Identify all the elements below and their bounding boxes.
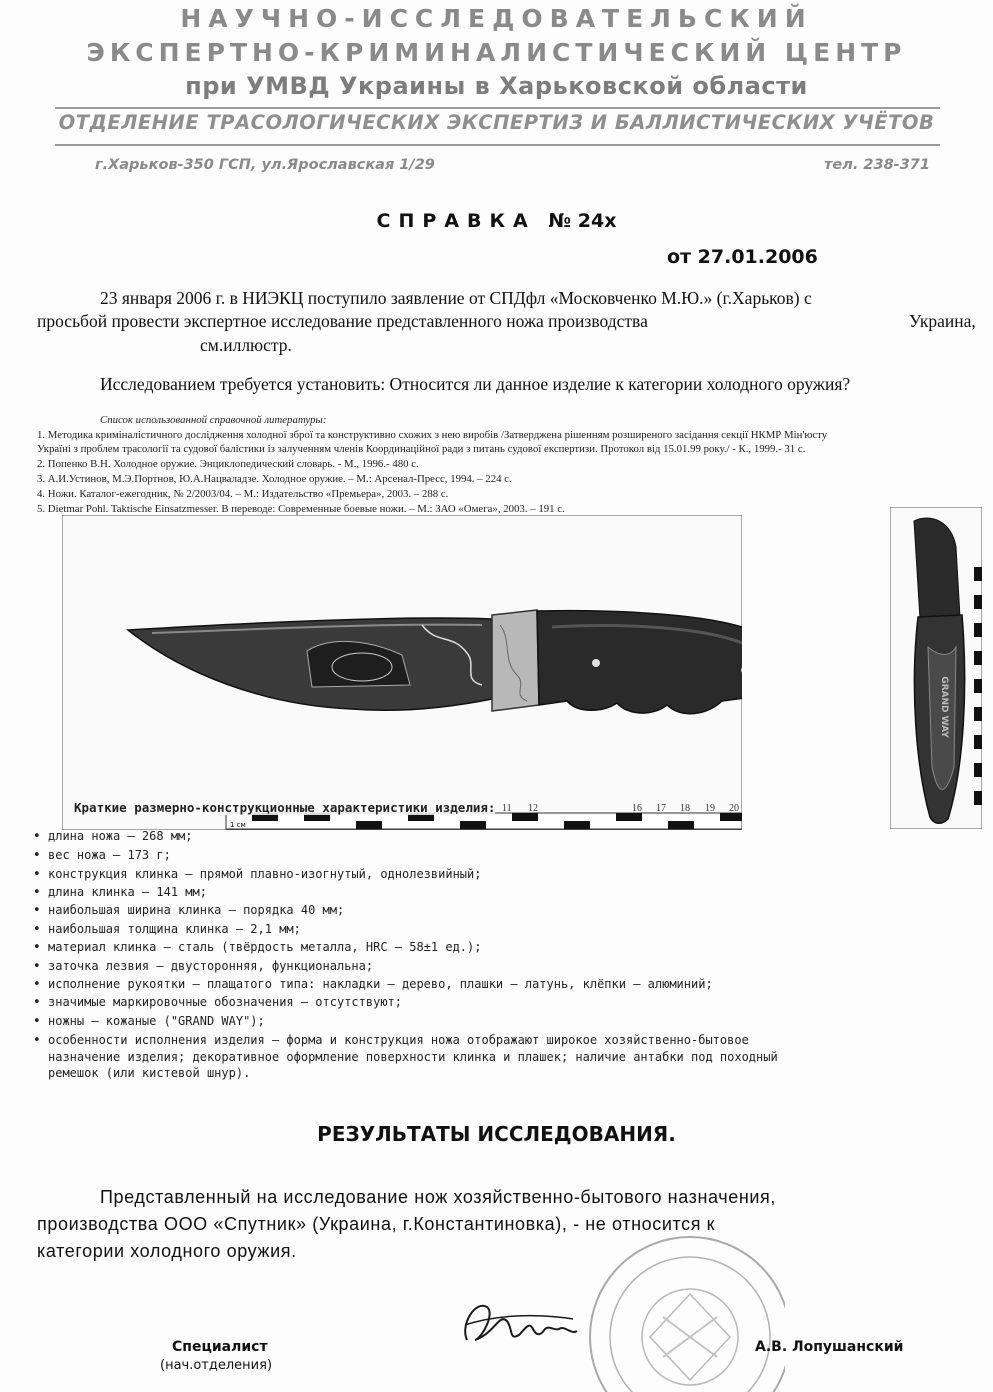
header-divider-bottom [55,144,940,146]
literature-item: 5. Dietmar Pohl. Taktische Einsatzmesser. В переводе: Современные боевые ножи. – М.: ЗАО «Омега», 2003. – 191 с. [37,503,565,515]
handwritten-signature [455,1285,585,1357]
results-text-line2: производства ООО «Спутник» (Украина, г.Константиновка), - не относится к [37,1214,716,1234]
characteristic-item: • материал клинка – сталь (твёрдость металла, HRC – 58±1 ед.); [34,940,481,954]
ruler-unit-label: 1 см [230,821,246,829]
request-paragraph-line3: см.иллюстр. [200,335,292,355]
institution-name-line1: НАУЧНО-ИССЛЕДОВАТЕЛЬСКИЙ [180,4,813,33]
characteristic-item: • исполнение рукоятки – плащатого типа: накладки – дерево, плашки – латунь, клёпки – алюминий; [34,977,713,991]
ruler-number: 20 [729,803,739,814]
signatory-role-subtitle: (нач.отделения) [160,1358,273,1373]
results-title: РЕЗУЛЬТАТЫ ИССЛЕДОВАНИЯ. [317,1122,676,1146]
department-name: ОТДЕЛЕНИЕ ТРАСОЛОГИЧЕСКИХ ЭКСПЕРТИЗ И БАЛЛИСТИЧЕСКИХ УЧЁТОВ [58,111,935,134]
signatory-name: А.В. Лопушанский [755,1339,904,1355]
characteristic-item: • наибольшая толщина клинка – 2,1 мм; [34,922,301,936]
characteristic-item-continuation: назначение изделия; декоративное оформление поверхности клинка и плашек; наличие антабки под походный [48,1050,778,1064]
literature-item: 4. Ножи. Каталог-ежегодник, № 2/2003/04. – М.: Издательство «Премьера», 2003. – 288 с. [37,488,449,500]
literature-item: 1. Методика криміналістичного дослідження холодної зброї та конструктивно схожих з нею виробів /Затверджена рішенням розширеного засідання секції НКМР Мін'юсту [37,429,828,441]
certificate-title-word: СПРАВКА [376,210,536,232]
institution-affiliation: при УМВД Украины в Харьковской области [185,72,808,100]
ruler-number: 12 [528,803,538,814]
characteristic-item: • длина ножа – 268 мм; [34,829,193,843]
characteristic-item: • заточка лезвия – двусторонняя, функциональна; [34,959,373,973]
official-stamp [585,1232,785,1392]
literature-item: 3. А.И.Устинов, М.Э.Портнов, Ю.А.Нацваладзе. Холодное оружие. – М.: Арсенал-Пресс, 1994. – 224 с. [37,473,512,485]
literature-item: 2. Попенко В.Н. Холодное оружие. Энциклопедический словарь. - М., 1996.- 480 с. [37,458,419,470]
research-question: Исследованием требуется установить: Относится ли данное изделие к категории холодного оружия? [100,374,851,394]
certificate-date: от 27.01.2006 [667,246,818,268]
characteristic-item-continuation: ремешок (или кистевой шнур). [48,1066,251,1080]
ruler-number: 19 [705,803,715,814]
ruler-number: 18 [680,803,690,814]
literature-title: Список использованной справочной литературы: [100,414,327,426]
request-paragraph-line1: 23 января 2006 г. в НИЭКЦ поступило заявление от СПДфл «Московченко М.Ю.» (г.Харьков) с [100,288,812,308]
characteristic-item: • особенности исполнения изделия – форма и конструкция ножа отображают широкое хозяйственно-бытовое [34,1033,749,1047]
ruler-number: 17 [656,803,666,814]
ruler-number: 11 [502,803,512,814]
institution-name-line2: ЭКСПЕРТНО-КРИМИНАЛИСТИЧЕСКИЙ ЦЕНТР [86,38,907,67]
certificate-number: № 24х [548,210,617,232]
characteristics-title: Краткие размерно-конструкционные характеристики изделия: [74,800,496,815]
characteristic-item: • конструкция клинка – прямой плавно-изогнутый, однолезвийный; [34,867,481,881]
institution-phone: тел. 238-371 [824,157,930,173]
request-paragraph-line2: просьбой провести экспертное исследование представленного ножа производства [37,311,648,331]
request-paragraph-line2-country: Украина, [909,311,976,331]
signatory-role: Специалист [172,1339,268,1355]
characteristic-item: • длина клинка – 141 мм; [34,885,207,899]
characteristic-item: • наибольшая ширина клинка – порядка 40 мм; [34,903,344,917]
sheath-photo [890,507,982,829]
results-text-line1: Представленный на исследование нож хозяйственно-бытового назначения, [100,1187,776,1207]
sheath-brand-text: GRAND WAY [939,676,949,738]
header-divider-top [55,107,940,109]
results-text-line3: категории холодного оружия. [37,1241,297,1261]
ruler-number: 16 [632,803,642,814]
institution-address: г.Харьков-350 ГСП, ул.Ярославская 1/29 [95,157,435,173]
literature-item: Україні з проблем трасології та судової балістики із залученням членів Координаційної ради з питань судової експертизи. Протокол від 15.01.99 року./ - К., 1999.- 31 с. [37,443,806,455]
characteristic-item: • ножны – кожаные ("GRAND WAY"); [34,1014,265,1028]
knife-photo [62,515,742,830]
characteristic-item: • вес ножа – 173 г; [34,848,171,862]
certificate-title [0,210,993,232]
characteristic-item: • значимые маркировочные обозначения – отсутствуют; [34,995,402,1009]
